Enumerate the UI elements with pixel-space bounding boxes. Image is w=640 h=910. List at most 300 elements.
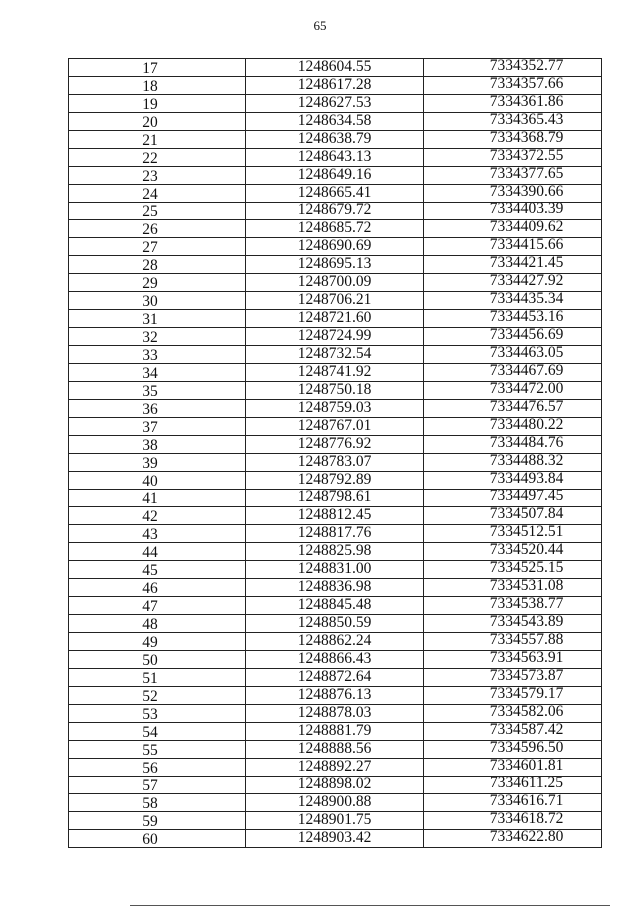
table-row xyxy=(69,489,602,507)
x-coordinate-cell xyxy=(246,328,424,346)
x-coordinate-cell xyxy=(246,274,424,292)
y-coordinate-cell xyxy=(424,328,602,346)
cell-value: 1248892.27 xyxy=(297,758,372,775)
cell-value: 7334361.86 xyxy=(489,94,564,110)
table-row xyxy=(69,76,602,94)
point-number-cell xyxy=(69,704,246,722)
table-row xyxy=(69,507,602,525)
x-coordinate-cell xyxy=(246,561,424,579)
cell-value: 20 xyxy=(142,113,158,131)
cell-value: 26 xyxy=(142,221,158,238)
cell-value: 1248634.58 xyxy=(297,112,372,129)
y-coordinate-cell xyxy=(424,489,602,507)
cell-value: 25 xyxy=(142,203,158,220)
y-coordinate-cell xyxy=(424,740,602,758)
table-row xyxy=(69,704,602,722)
x-coordinate-cell xyxy=(246,489,424,507)
point-number-cell xyxy=(69,561,246,579)
x-coordinate-cell xyxy=(246,686,424,704)
cell-value: 1248812.45 xyxy=(297,506,372,524)
cell-value: 1248836.98 xyxy=(297,578,372,596)
point-number-cell xyxy=(69,543,246,561)
cell-value: 7334421.45 xyxy=(489,255,564,272)
cell-value: 55 xyxy=(142,741,158,759)
cell-value: 23 xyxy=(142,167,158,185)
cell-value: 1248627.53 xyxy=(297,94,372,111)
point-number-cell xyxy=(69,59,246,77)
table-row xyxy=(69,346,602,364)
y-coordinate-cell xyxy=(424,453,602,471)
x-coordinate-cell xyxy=(246,579,424,597)
point-number-cell xyxy=(69,686,246,704)
x-coordinate-cell xyxy=(246,704,424,722)
cell-value: 7334507.84 xyxy=(489,506,564,523)
cell-value: 7334409.62 xyxy=(489,219,564,236)
x-coordinate-cell xyxy=(246,148,424,166)
cell-value: 1248724.99 xyxy=(297,327,372,344)
cell-value: 1248817.76 xyxy=(297,524,372,542)
y-coordinate-cell xyxy=(424,561,602,579)
point-number-cell xyxy=(69,579,246,597)
cell-value: 36 xyxy=(142,400,158,418)
y-coordinate-cell xyxy=(424,579,602,597)
cell-value: 47 xyxy=(142,598,158,615)
cell-value: 7334579.17 xyxy=(489,686,564,702)
x-coordinate-cell xyxy=(246,202,424,220)
point-number-cell xyxy=(69,812,246,830)
table-row xyxy=(69,471,602,489)
table-row xyxy=(69,615,602,633)
table-row xyxy=(69,650,602,668)
table-row xyxy=(69,579,602,597)
x-coordinate-cell xyxy=(246,112,424,130)
y-coordinate-cell xyxy=(424,399,602,417)
point-number-cell xyxy=(69,633,246,651)
table-row xyxy=(69,274,602,292)
coordinates-table-body xyxy=(69,59,602,848)
table-row xyxy=(69,633,602,651)
cell-value: 7334484.76 xyxy=(489,435,564,451)
y-coordinate-cell xyxy=(424,94,602,112)
y-coordinate-cell xyxy=(424,220,602,238)
cell-value: 56 xyxy=(142,759,158,776)
table-row xyxy=(69,812,602,830)
cell-value: 50 xyxy=(142,651,158,669)
y-coordinate-cell xyxy=(424,615,602,633)
table-row xyxy=(69,328,602,346)
cell-value: 22 xyxy=(142,149,158,167)
cell-value: 1248901.75 xyxy=(297,811,372,829)
table-row xyxy=(69,202,602,220)
cell-value: 40 xyxy=(142,472,158,489)
x-coordinate-cell xyxy=(246,525,424,543)
table-row xyxy=(69,722,602,740)
cell-value: 42 xyxy=(142,508,158,525)
cell-value: 51 xyxy=(142,669,158,687)
y-coordinate-cell xyxy=(424,471,602,489)
y-coordinate-cell xyxy=(424,686,602,704)
cell-value: 1248767.01 xyxy=(297,417,372,434)
y-coordinate-cell xyxy=(424,346,602,364)
cell-value: 1248706.21 xyxy=(297,291,372,309)
cell-value: 1248872.64 xyxy=(297,668,372,685)
table-row xyxy=(69,453,602,471)
point-number-cell xyxy=(69,830,246,848)
y-coordinate-cell xyxy=(424,202,602,220)
y-coordinate-cell xyxy=(424,148,602,166)
cell-value: 33 xyxy=(142,346,158,364)
cell-value: 1248665.41 xyxy=(297,184,372,201)
cell-value: 7334525.15 xyxy=(489,560,564,577)
y-coordinate-cell xyxy=(424,597,602,615)
x-coordinate-cell xyxy=(246,740,424,758)
point-number-cell xyxy=(69,94,246,112)
y-coordinate-cell xyxy=(424,59,602,77)
table-row xyxy=(69,310,602,328)
table-row xyxy=(69,238,602,256)
table-row xyxy=(69,256,602,274)
point-number-cell xyxy=(69,435,246,453)
point-number-cell xyxy=(69,220,246,238)
table-row xyxy=(69,94,602,112)
table-row xyxy=(69,543,602,561)
cell-value: 7334616.71 xyxy=(489,793,564,810)
y-coordinate-cell xyxy=(424,722,602,740)
cell-value: 58 xyxy=(142,795,158,812)
cell-value: 18 xyxy=(142,77,158,95)
cell-value: 7334365.43 xyxy=(489,112,564,128)
point-number-cell xyxy=(69,471,246,489)
cell-value: 44 xyxy=(142,544,158,561)
y-coordinate-cell xyxy=(424,363,602,381)
cell-value: 28 xyxy=(142,257,158,274)
x-coordinate-cell xyxy=(246,633,424,651)
table-row xyxy=(69,417,602,435)
y-coordinate-cell xyxy=(424,184,602,202)
point-number-cell xyxy=(69,184,246,202)
x-coordinate-cell xyxy=(246,758,424,776)
y-coordinate-cell xyxy=(424,381,602,399)
cell-value: 1248617.28 xyxy=(297,76,372,93)
cell-value: 1248604.55 xyxy=(297,58,372,75)
x-coordinate-cell xyxy=(246,453,424,471)
point-number-cell xyxy=(69,130,246,148)
point-number-cell xyxy=(69,650,246,668)
point-number-cell xyxy=(69,256,246,274)
cell-value: 7334543.89 xyxy=(489,614,564,630)
point-number-cell xyxy=(69,292,246,310)
y-coordinate-cell xyxy=(424,238,602,256)
point-number-cell xyxy=(69,363,246,381)
cell-value: 60 xyxy=(142,831,158,848)
cell-value: 24 xyxy=(142,185,158,202)
x-coordinate-cell xyxy=(246,597,424,615)
cell-value: 7334563.91 xyxy=(489,650,564,666)
cell-value: 35 xyxy=(142,382,158,400)
cell-value: 1248862.24 xyxy=(297,632,372,649)
cell-value: 59 xyxy=(142,813,158,830)
x-coordinate-cell xyxy=(246,94,424,112)
y-coordinate-cell xyxy=(424,812,602,830)
point-number-cell xyxy=(69,776,246,794)
point-number-cell xyxy=(69,597,246,615)
cell-value: 7334520.44 xyxy=(489,542,564,559)
cell-value: 7334480.22 xyxy=(489,417,564,433)
bottom-divider xyxy=(130,905,610,906)
cell-value: 53 xyxy=(142,705,158,723)
y-coordinate-cell xyxy=(424,166,602,184)
cell-value: 7334493.84 xyxy=(489,471,564,487)
cell-value: 32 xyxy=(142,329,158,346)
cell-value: 1248850.59 xyxy=(297,614,372,631)
cell-value: 27 xyxy=(142,239,158,256)
x-coordinate-cell xyxy=(246,130,424,148)
x-coordinate-cell xyxy=(246,435,424,453)
table-row xyxy=(69,399,602,417)
table-row xyxy=(69,292,602,310)
x-coordinate-cell xyxy=(246,256,424,274)
table-row xyxy=(69,148,602,166)
cell-value: 1248888.56 xyxy=(297,740,372,757)
cell-value: 7334618.72 xyxy=(489,811,564,828)
point-number-cell xyxy=(69,202,246,220)
cell-value: 37 xyxy=(142,418,158,436)
table-row xyxy=(69,597,602,615)
table-row xyxy=(69,166,602,184)
cell-value: 7334372.55 xyxy=(489,148,564,164)
y-coordinate-cell xyxy=(424,310,602,328)
y-coordinate-cell xyxy=(424,256,602,274)
x-coordinate-cell xyxy=(246,417,424,435)
cell-value: 7334456.69 xyxy=(489,327,564,343)
cell-value: 1248898.02 xyxy=(297,776,372,793)
y-coordinate-cell xyxy=(424,525,602,543)
cell-value: 1248776.92 xyxy=(297,435,372,452)
y-coordinate-cell xyxy=(424,130,602,148)
y-coordinate-cell xyxy=(424,292,602,310)
cell-value: 7334352.77 xyxy=(489,58,564,74)
cell-value: 1248638.79 xyxy=(297,130,372,147)
cell-value: 46 xyxy=(142,580,158,597)
cell-value: 1248643.13 xyxy=(297,148,372,165)
point-number-cell xyxy=(69,453,246,471)
cell-value: 7334427.92 xyxy=(489,273,564,290)
point-number-cell xyxy=(69,274,246,292)
cell-value: 7334531.08 xyxy=(489,578,564,595)
cell-value: 31 xyxy=(142,311,158,328)
cell-value: 1248845.48 xyxy=(297,596,372,614)
cell-value: 34 xyxy=(142,364,158,382)
point-number-cell xyxy=(69,328,246,346)
table-row xyxy=(69,740,602,758)
cell-value: 39 xyxy=(142,454,158,472)
cell-value: 7334357.66 xyxy=(489,76,564,92)
cell-value: 1248878.03 xyxy=(297,704,372,721)
table-row xyxy=(69,435,602,453)
cell-value: 1248798.61 xyxy=(297,489,372,506)
cell-value: 1248732.54 xyxy=(297,345,372,362)
y-coordinate-cell xyxy=(424,633,602,651)
cell-value: 1248690.69 xyxy=(297,237,372,255)
point-number-cell xyxy=(69,615,246,633)
cell-value: 7334463.05 xyxy=(489,345,564,361)
x-coordinate-cell xyxy=(246,794,424,812)
x-coordinate-cell xyxy=(246,292,424,310)
x-coordinate-cell xyxy=(246,668,424,686)
x-coordinate-cell xyxy=(246,220,424,238)
y-coordinate-cell xyxy=(424,76,602,94)
cell-value: 1248759.03 xyxy=(297,399,372,416)
cell-value: 7334497.45 xyxy=(489,489,564,505)
point-number-cell xyxy=(69,507,246,525)
cell-value: 1248700.09 xyxy=(297,273,372,291)
cell-value: 7334622.80 xyxy=(489,829,564,846)
x-coordinate-cell xyxy=(246,543,424,561)
point-number-cell xyxy=(69,238,246,256)
cell-value: 7334476.57 xyxy=(489,399,564,415)
x-coordinate-cell xyxy=(246,830,424,848)
cell-value: 30 xyxy=(142,293,158,310)
x-coordinate-cell xyxy=(246,310,424,328)
x-coordinate-cell xyxy=(246,238,424,256)
point-number-cell xyxy=(69,722,246,740)
y-coordinate-cell xyxy=(424,274,602,292)
y-coordinate-cell xyxy=(424,650,602,668)
point-number-cell xyxy=(69,794,246,812)
cell-value: 1248783.07 xyxy=(297,453,372,470)
cell-value: 38 xyxy=(142,436,158,454)
table-row xyxy=(69,130,602,148)
cell-value: 7334368.79 xyxy=(489,130,564,146)
x-coordinate-cell xyxy=(246,471,424,489)
y-coordinate-cell xyxy=(424,112,602,130)
x-coordinate-cell xyxy=(246,650,424,668)
table-row xyxy=(69,830,602,848)
cell-value: 1248685.72 xyxy=(297,219,372,237)
y-coordinate-cell xyxy=(424,668,602,686)
point-number-cell xyxy=(69,310,246,328)
x-coordinate-cell xyxy=(246,507,424,525)
cell-value: 1248900.88 xyxy=(297,793,372,811)
cell-value: 1248866.43 xyxy=(297,650,372,667)
cell-value: 7334415.66 xyxy=(489,237,564,254)
y-coordinate-cell xyxy=(424,543,602,561)
cell-value: 1248876.13 xyxy=(297,686,372,703)
cell-value: 1248695.13 xyxy=(297,255,372,273)
cell-value: 7334377.65 xyxy=(489,166,564,182)
cell-value: 7334453.16 xyxy=(489,309,564,326)
y-coordinate-cell xyxy=(424,776,602,794)
x-coordinate-cell xyxy=(246,615,424,633)
cell-value: 7334596.50 xyxy=(489,740,564,756)
cell-value: 54 xyxy=(142,723,158,741)
page-number: 65 xyxy=(313,18,327,33)
cell-value: 7334403.39 xyxy=(489,202,564,218)
point-number-cell xyxy=(69,399,246,417)
point-number-cell xyxy=(69,758,246,776)
point-number-cell xyxy=(69,417,246,435)
table-row xyxy=(69,381,602,399)
x-coordinate-cell xyxy=(246,184,424,202)
cell-value: 57 xyxy=(142,777,158,794)
cell-value: 45 xyxy=(142,562,158,579)
table-row xyxy=(69,758,602,776)
point-number-cell xyxy=(69,346,246,364)
cell-value: 7334587.42 xyxy=(489,722,564,738)
cell-value: 1248679.72 xyxy=(297,202,372,219)
cell-value: 17 xyxy=(142,59,158,77)
x-coordinate-cell xyxy=(246,59,424,77)
table-row xyxy=(69,668,602,686)
cell-value: 7334538.77 xyxy=(489,596,564,613)
table-row xyxy=(69,686,602,704)
table-row xyxy=(69,776,602,794)
table-row xyxy=(69,525,602,543)
y-coordinate-cell xyxy=(424,704,602,722)
table-row xyxy=(69,112,602,130)
cell-value: 7334512.51 xyxy=(489,524,564,541)
cell-value: 7334390.66 xyxy=(489,184,564,200)
table-row xyxy=(69,561,602,579)
table-row xyxy=(69,59,602,77)
x-coordinate-cell xyxy=(246,363,424,381)
cell-value: 29 xyxy=(142,275,158,292)
x-coordinate-cell xyxy=(246,776,424,794)
cell-value: 1248831.00 xyxy=(297,560,372,578)
cell-value: 1248721.60 xyxy=(297,309,372,327)
cell-value: 1248741.92 xyxy=(297,363,372,380)
table-row xyxy=(69,794,602,812)
point-number-cell xyxy=(69,166,246,184)
y-coordinate-cell xyxy=(424,794,602,812)
cell-value: 7334582.06 xyxy=(489,704,564,720)
x-coordinate-cell xyxy=(246,346,424,364)
y-coordinate-cell xyxy=(424,507,602,525)
y-coordinate-cell xyxy=(424,830,602,848)
point-number-cell xyxy=(69,525,246,543)
cell-value: 1248825.98 xyxy=(297,542,372,560)
cell-value: 7334557.88 xyxy=(489,632,564,648)
table-row xyxy=(69,220,602,238)
point-number-cell xyxy=(69,668,246,686)
coordinates-table xyxy=(68,58,602,848)
x-coordinate-cell xyxy=(246,76,424,94)
x-coordinate-cell xyxy=(246,812,424,830)
cell-value: 1248792.89 xyxy=(297,471,372,488)
cell-value: 1248649.16 xyxy=(297,166,372,183)
x-coordinate-cell xyxy=(246,381,424,399)
x-coordinate-cell xyxy=(246,166,424,184)
point-number-cell xyxy=(69,112,246,130)
cell-value: 7334472.00 xyxy=(489,381,564,397)
table-row xyxy=(69,363,602,381)
point-number-cell xyxy=(69,381,246,399)
y-coordinate-cell xyxy=(424,435,602,453)
cell-value: 7334601.81 xyxy=(489,758,564,774)
y-coordinate-cell xyxy=(424,417,602,435)
cell-value: 1248881.79 xyxy=(297,722,372,739)
cell-value: 21 xyxy=(142,131,158,149)
cell-value: 19 xyxy=(142,95,158,113)
cell-value: 1248903.42 xyxy=(297,829,372,847)
point-number-cell xyxy=(69,740,246,758)
point-number-cell xyxy=(69,76,246,94)
cell-value: 49 xyxy=(142,633,158,651)
cell-value: 1248750.18 xyxy=(297,381,372,398)
x-coordinate-cell xyxy=(246,399,424,417)
cell-value: 48 xyxy=(142,616,158,633)
y-coordinate-cell xyxy=(424,758,602,776)
